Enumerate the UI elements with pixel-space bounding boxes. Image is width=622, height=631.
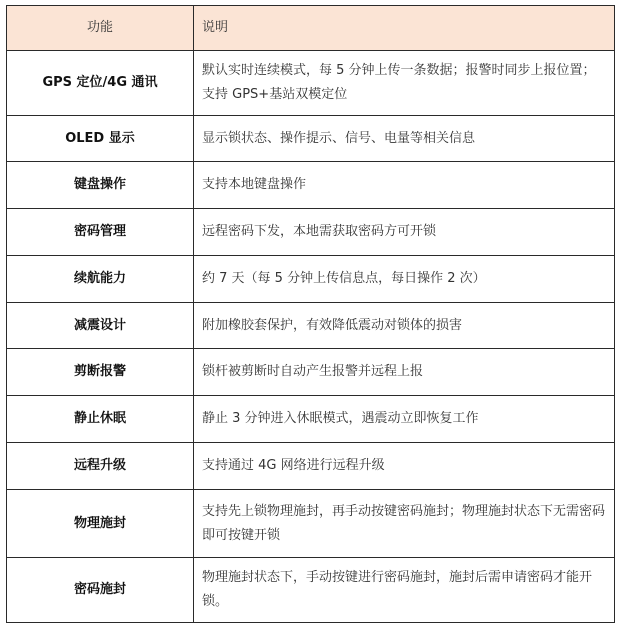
feature-cell: 密码管理 — [7, 209, 194, 256]
table-row — [7, 303, 615, 349]
feature-cell: 静止休眠 — [7, 396, 194, 443]
table-row — [7, 558, 615, 623]
feature-table — [6, 5, 615, 623]
feature-cell: GPS 定位/4G 通讯 — [7, 51, 194, 116]
header-feature: 功能 — [7, 6, 194, 51]
description-cell: 约 7 天（每 5 分钟上传信息点，每日操作 2 次） — [194, 256, 615, 303]
feature-cell: 物理施封 — [7, 490, 194, 558]
feature-cell: 减震设计 — [7, 303, 194, 349]
feature-cell: 远程升级 — [7, 443, 194, 490]
description-cell: 支持通过 4G 网络进行远程升级 — [194, 443, 615, 490]
description-cell: 显示锁状态、操作提示、信号、电量等相关信息 — [194, 116, 615, 162]
description-cell: 锁杆被剪断时自动产生报警并远程上报 — [194, 349, 615, 396]
feature-cell: 剪断报警 — [7, 349, 194, 396]
description-cell: 远程密码下发，本地需获取密码方可开锁 — [194, 209, 615, 256]
description-cell: 默认实时连续模式，每 5 分钟上传一条数据；报警时同步上报位置；支持 GPS+基站双模定位 — [194, 51, 615, 116]
feature-cell: 续航能力 — [7, 256, 194, 303]
header-description: 说明 — [194, 6, 615, 51]
table-row — [7, 162, 615, 209]
table-row — [7, 396, 615, 443]
table-row — [7, 256, 615, 303]
table-header-row — [7, 6, 615, 51]
description-cell: 支持先上锁物理施封，再手动按键密码施封；物理施封状态下无需密码即可按键开锁 — [194, 490, 615, 558]
feature-table-container — [6, 5, 614, 623]
table-row — [7, 116, 615, 162]
feature-cell: OLED 显示 — [7, 116, 194, 162]
feature-cell: 密码施封 — [7, 558, 194, 623]
table-row — [7, 490, 615, 558]
table-row — [7, 443, 615, 490]
description-cell: 静止 3 分钟进入休眠模式，遇震动立即恢复工作 — [194, 396, 615, 443]
description-cell: 附加橡胶套保护，有效降低震动对锁体的损害 — [194, 303, 615, 349]
description-cell: 支持本地键盘操作 — [194, 162, 615, 209]
feature-cell: 键盘操作 — [7, 162, 194, 209]
table-row — [7, 349, 615, 396]
table-row — [7, 51, 615, 116]
table-row — [7, 209, 615, 256]
description-cell: 物理施封状态下，手动按键进行密码施封，施封后需申请密码才能开锁。 — [194, 558, 615, 623]
